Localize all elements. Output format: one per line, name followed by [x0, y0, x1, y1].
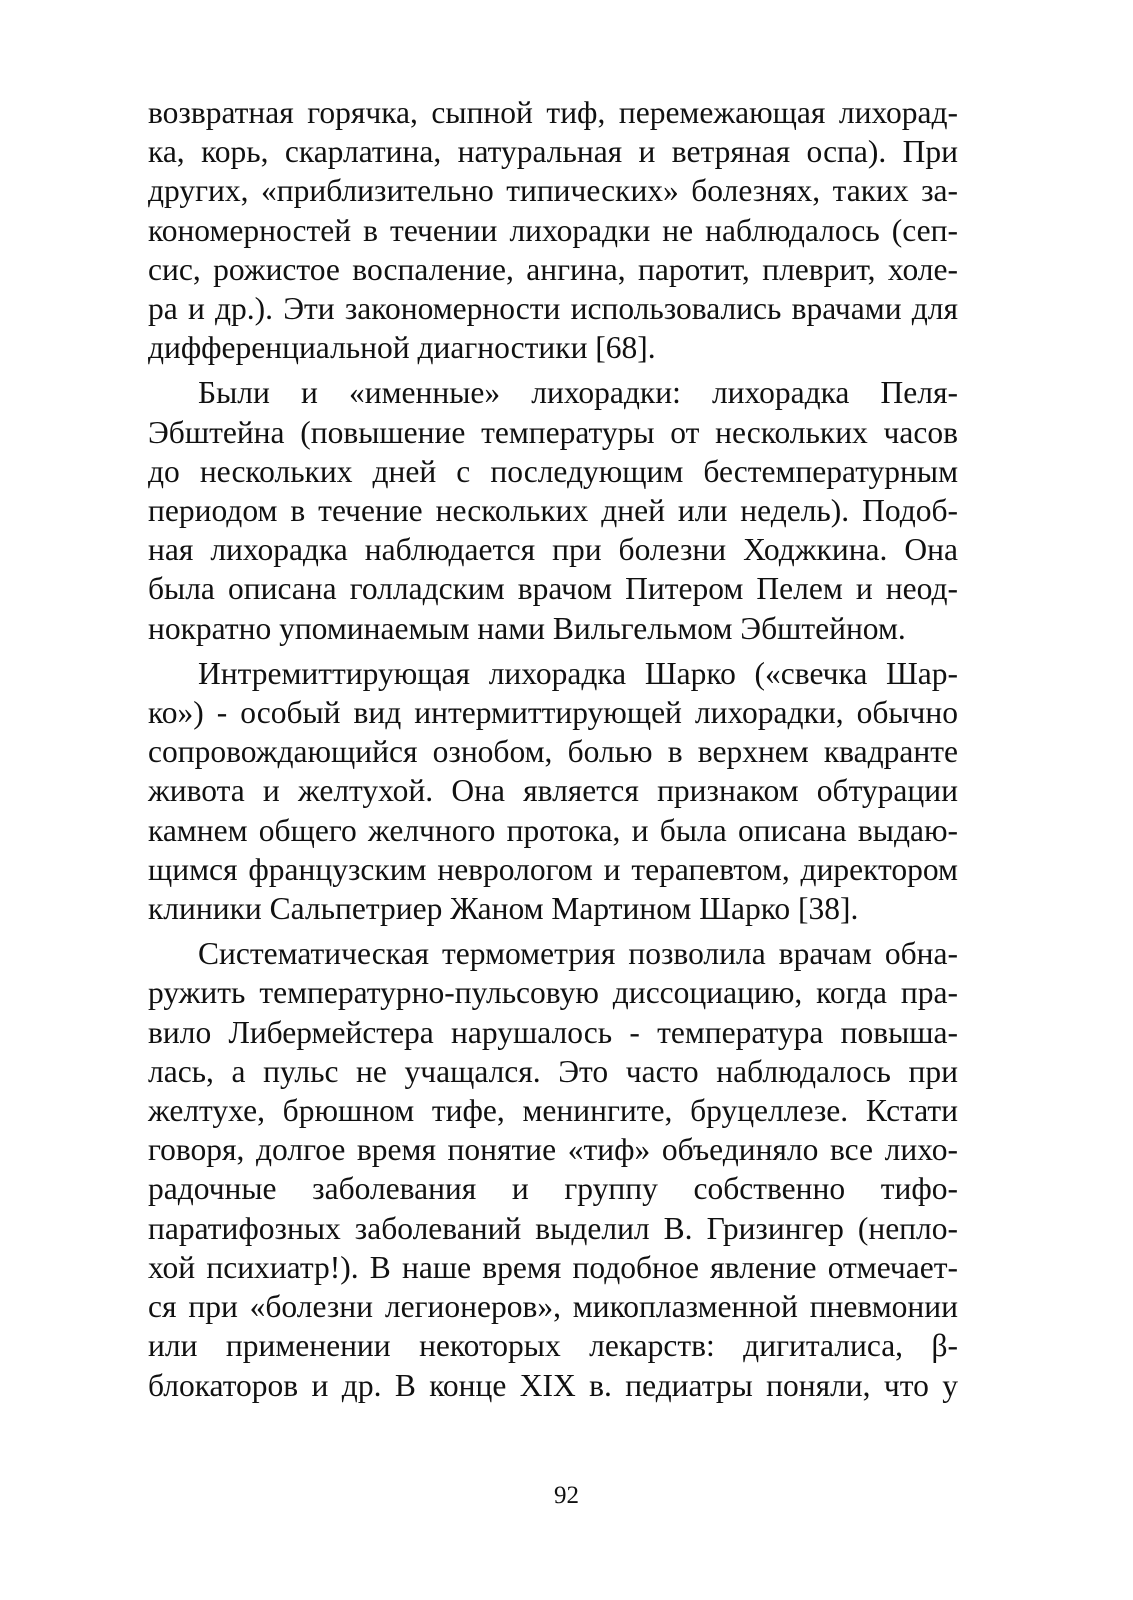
text-line: клиники Сальпетриер Жаном Мартином Шарко [38]. — [148, 891, 859, 927]
body-text — [148, 93, 958, 1411]
text-line: камнем общего желчного протока, и была описана выдаю- — [148, 812, 958, 848]
text-line: сопровождающийся ознобом, болью в верхнем квадранте — [148, 734, 958, 770]
text-line: Эбштейна (повышение температуры от нескольких часов — [148, 414, 958, 450]
text-line: Интремиттирующая лихорадка Шарко («свечка Шар- — [198, 655, 958, 691]
text-line: желтухе, брюшном тифе, менингите, бруцеллезе. Кстати — [148, 1093, 958, 1129]
paragraph-4 — [148, 934, 958, 1404]
paragraph-2 — [148, 373, 958, 647]
text-line: ра и др.). Эти закономерности использовались врачами для — [148, 291, 958, 327]
text-line: или применении некоторых лекарств: дигиталиса, β- — [148, 1328, 958, 1364]
text-line: хой психиатр!). В наше время подобное явление отмечает- — [148, 1249, 958, 1285]
text-line: была описана голладским врачом Питером Пелем и неод- — [148, 571, 958, 607]
text-line: щимся французским неврологом и терапевтом, директором — [148, 851, 958, 887]
text-line: блокаторов и др. В конце XIX в. педиатры поняли, что у — [148, 1367, 958, 1403]
text-line: живота и желтухой. Она является признаком обтурации — [148, 773, 958, 809]
text-line: ко») - особый вид интермиттирующей лихорадки, обычно — [148, 695, 958, 731]
paragraph-3 — [148, 654, 958, 928]
page-number: 92 — [554, 1482, 579, 1509]
text-line: ся при «болезни легионеров», микоплазменной пневмонии — [148, 1289, 958, 1325]
text-line: ка, корь, скарлатина, натуральная и ветряная оспа). При — [148, 134, 958, 170]
text-line: нократно упоминаемым нами Вильгельмом Эбштейном. — [148, 610, 906, 646]
text-line: вило Либермейстера нарушалось - температура повыша- — [148, 1014, 958, 1050]
text-line: говоря, долгое время понятие «тиф» объединяло все лихо- — [148, 1132, 958, 1168]
text-line: кономерностей в течении лихорадки не наблюдалось (сеп- — [148, 212, 958, 248]
text-line: других, «приблизительно типических» болезнях, таких за- — [148, 173, 958, 209]
text-line: паратифозных заболеваний выделил В. Гризингер (непло- — [148, 1210, 958, 1246]
text-line: радочные заболевания и группу собственно тифо- — [148, 1171, 958, 1207]
text-line: лась, а пульс не учащался. Это часто наблюдалось при — [148, 1053, 958, 1089]
text-line: Были и «именные» лихорадки: лихорадка Пеля- — [198, 375, 958, 411]
text-line: сис, рожистое воспаление, ангина, паротит, плеврит, холе- — [148, 251, 958, 287]
text-line: Систематическая термометрия позволила врачам обна- — [198, 936, 958, 972]
text-line: дифференциальной диагностики [68]. — [148, 330, 656, 366]
text-line: ружить температурно-пульсовую диссоциацию, когда пра- — [148, 975, 958, 1011]
paragraph-1 — [148, 93, 958, 367]
text-line: периодом в течение нескольких дней или недель). Подоб- — [148, 493, 958, 529]
text-line: ная лихорадка наблюдается при болезни Ходжкина. Она — [148, 532, 958, 568]
text-line: возвратная горячка, сыпной тиф, перемежающая лихорад- — [148, 95, 958, 130]
text-line: до нескольких дней с последующим бестемпературным — [148, 453, 958, 489]
